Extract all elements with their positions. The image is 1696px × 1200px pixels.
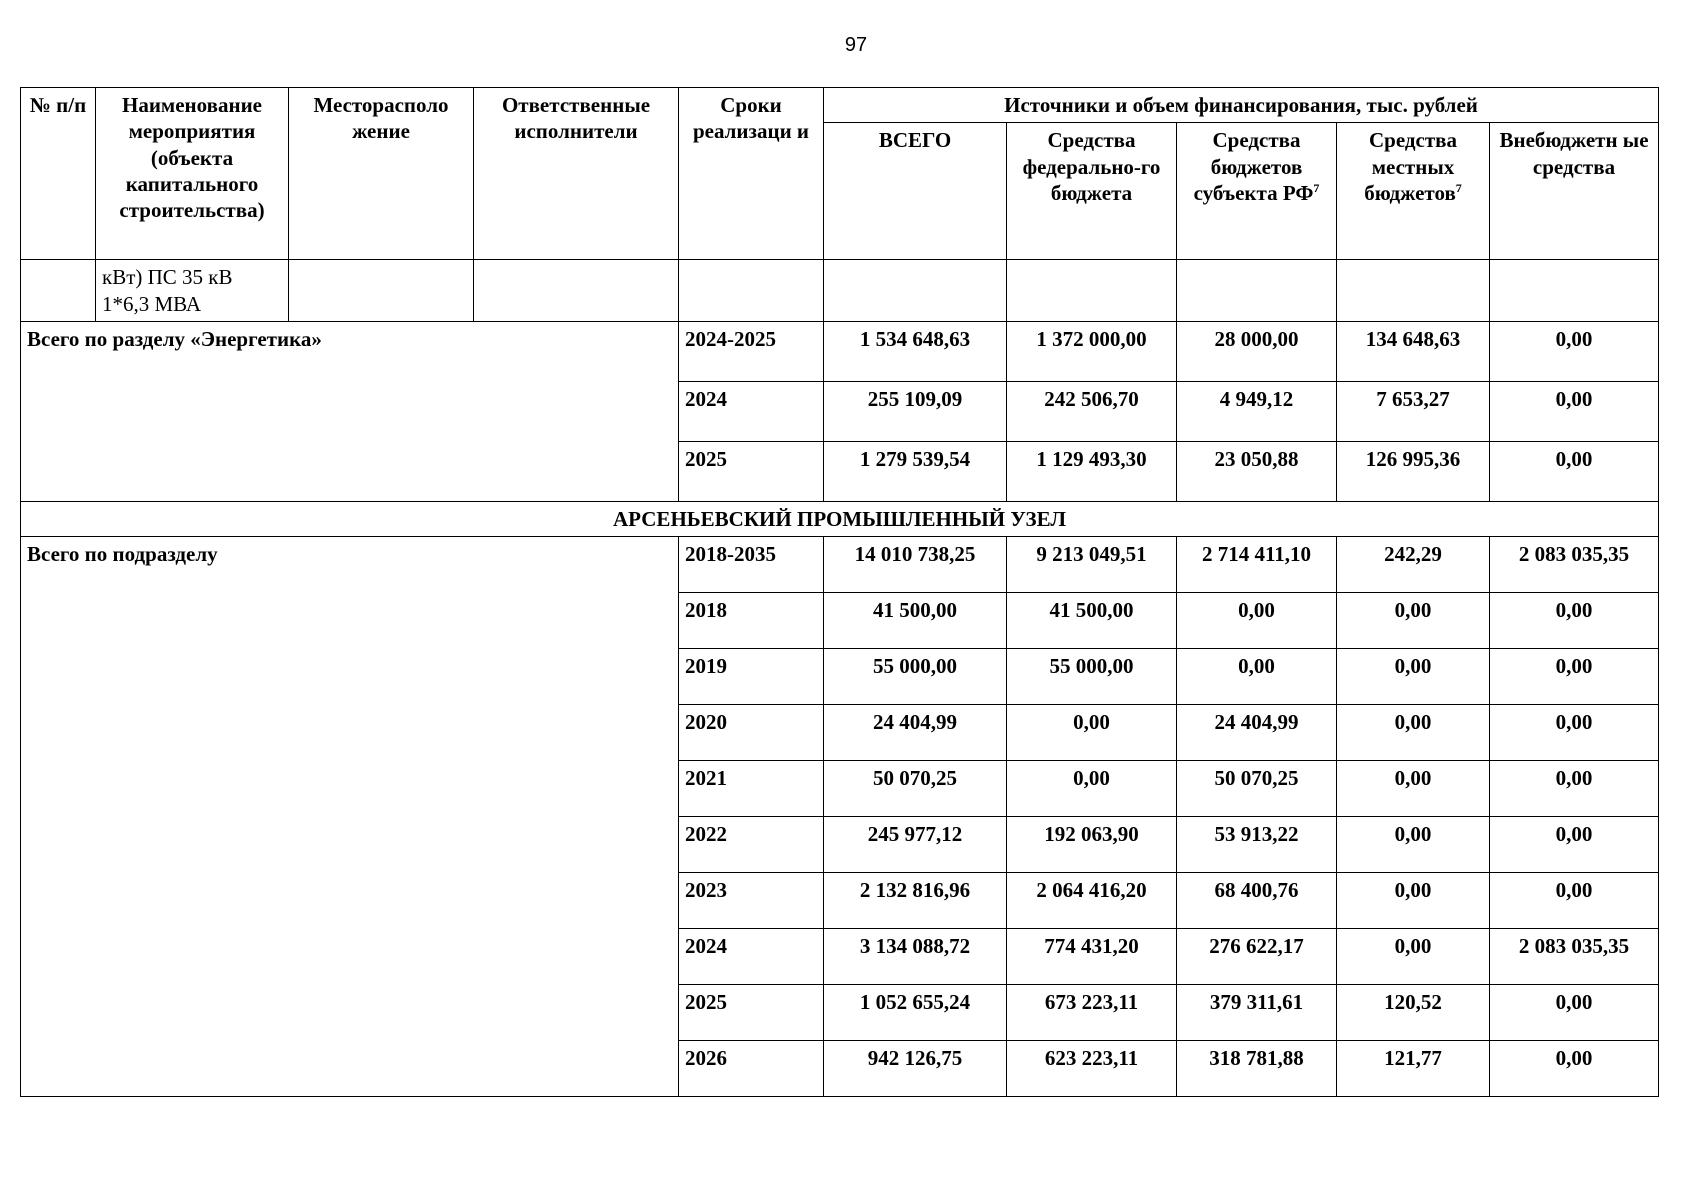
cell-total: 41 500,00: [824, 592, 1007, 648]
header-federal: Средства федерально-го бюджета: [1007, 123, 1177, 260]
cell-federal: 774 431,20: [1007, 928, 1177, 984]
energy-total-label: Всего по разделу «Энергетика»: [21, 321, 679, 501]
cell-period: 2023: [679, 872, 824, 928]
cell-period: 2024: [679, 928, 824, 984]
cell-period: 2018: [679, 592, 824, 648]
cell-federal: 2 064 416,20: [1007, 872, 1177, 928]
header-total: ВСЕГО: [824, 123, 1007, 260]
cell-local: 0,00: [1337, 816, 1490, 872]
cell-local: 126 995,36: [1337, 441, 1490, 501]
cell-federal: 0,00: [1007, 704, 1177, 760]
cell-extra: 0,00: [1490, 704, 1659, 760]
cell-total: 14 010 738,25: [824, 536, 1007, 592]
cell-extra: 0,00: [1490, 441, 1659, 501]
header-terms: Сроки реализаци и: [679, 88, 824, 260]
cell-local: 120,52: [1337, 984, 1490, 1040]
cell-subject: 53 913,22: [1177, 816, 1337, 872]
cell-subject: 23 050,88: [1177, 441, 1337, 501]
cell-total: 942 126,75: [824, 1040, 1007, 1096]
cell-period: 2018-2035: [679, 536, 824, 592]
cell-federal: 673 223,11: [1007, 984, 1177, 1040]
cell-federal: 41 500,00: [1007, 592, 1177, 648]
cell-subject: 24 404,99: [1177, 704, 1337, 760]
cell-subject: 318 781,88: [1177, 1040, 1337, 1096]
cell-total: [824, 260, 1007, 322]
footnote-mark: 7: [1313, 180, 1320, 195]
cell-federal: 1 129 493,30: [1007, 441, 1177, 501]
cell-subject: 0,00: [1177, 592, 1337, 648]
cell-period: 2021: [679, 760, 824, 816]
cell-subject: 276 622,17: [1177, 928, 1337, 984]
cell-period: 2025: [679, 984, 824, 1040]
cell-local: 7 653,27: [1337, 381, 1490, 441]
cell-subject: [1177, 260, 1337, 322]
cell-federal: 192 063,90: [1007, 816, 1177, 872]
cell-local: 0,00: [1337, 648, 1490, 704]
cell-local: 0,00: [1337, 928, 1490, 984]
header-name: Наименование мероприятия (объекта капитального строительства): [96, 88, 289, 260]
header-subject-label: Средства бюджетов субъекта РФ: [1193, 128, 1314, 205]
cell-extra: 0,00: [1490, 321, 1659, 381]
cell-local: 242,29: [1337, 536, 1490, 592]
cell-extra: 2 083 035,35: [1490, 536, 1659, 592]
cell-period: 2020: [679, 704, 824, 760]
cell-period: 2024: [679, 381, 824, 441]
header-sources: Источники и объем финансирования, тыс. рублей: [824, 88, 1659, 123]
cell-subject: 68 400,76: [1177, 872, 1337, 928]
cell-federal: 623 223,11: [1007, 1040, 1177, 1096]
header-num: № п/п: [21, 88, 96, 260]
cell-extra: 0,00: [1490, 872, 1659, 928]
cell-extra: 0,00: [1490, 984, 1659, 1040]
header-local-label: Средства местных бюджетов: [1364, 128, 1457, 205]
header-subject: [1177, 123, 1337, 260]
cell-extra: 0,00: [1490, 1040, 1659, 1096]
header-location: Месторасполо жение: [289, 88, 474, 260]
cell-extra: 0,00: [1490, 648, 1659, 704]
cell-federal: 0,00: [1007, 760, 1177, 816]
subsection-total-label: Всего по подразделу: [21, 536, 679, 1096]
cell-total: 2 132 816,96: [824, 872, 1007, 928]
financing-table: [20, 87, 1659, 1097]
cell-period: 2019: [679, 648, 824, 704]
cell-local: 0,00: [1337, 704, 1490, 760]
cell-federal: [1007, 260, 1177, 322]
cell-local: [1337, 260, 1490, 322]
cell-terms: [679, 260, 824, 322]
cell-total: 3 134 088,72: [824, 928, 1007, 984]
cell-period: 2024-2025: [679, 321, 824, 381]
cell-subject: 50 070,25: [1177, 760, 1337, 816]
section-title: АРСЕНЬЕВСКИЙ ПРОМЫШЛЕННЫЙ УЗЕЛ: [21, 501, 1659, 536]
cell-total: 50 070,25: [824, 760, 1007, 816]
page-number: 97: [844, 34, 868, 56]
cell-local: 0,00: [1337, 760, 1490, 816]
cell-total: 24 404,99: [824, 704, 1007, 760]
cell-extra: 0,00: [1490, 381, 1659, 441]
section-title-row: [21, 501, 1659, 536]
cell-local: 121,77: [1337, 1040, 1490, 1096]
cell-executors: [474, 260, 679, 322]
cell-period: 2026: [679, 1040, 824, 1096]
footnote-mark: 7: [1455, 180, 1462, 195]
cell-subject: 2 714 411,10: [1177, 536, 1337, 592]
cell-location: [289, 260, 474, 322]
cell-name: кВт) ПС 35 кВ 1*6,3 МВА: [96, 260, 289, 322]
cell-num: [21, 260, 96, 322]
continuation-row: [21, 260, 1659, 322]
cell-extra: 0,00: [1490, 592, 1659, 648]
cell-local: 0,00: [1337, 872, 1490, 928]
cell-total: 55 000,00: [824, 648, 1007, 704]
cell-period: 2025: [679, 441, 824, 501]
cell-total: 255 109,09: [824, 381, 1007, 441]
cell-local: 134 648,63: [1337, 321, 1490, 381]
cell-total: 1 279 539,54: [824, 441, 1007, 501]
cell-subject: 0,00: [1177, 648, 1337, 704]
cell-local: 0,00: [1337, 592, 1490, 648]
header-executors: Ответственные исполнители: [474, 88, 679, 260]
cell-extra: [1490, 260, 1659, 322]
cell-subject: 4 949,12: [1177, 381, 1337, 441]
cell-subject: 379 311,61: [1177, 984, 1337, 1040]
header-local: [1337, 123, 1490, 260]
cell-subject: 28 000,00: [1177, 321, 1337, 381]
cell-federal: 242 506,70: [1007, 381, 1177, 441]
header-row-1: [21, 88, 1659, 123]
energy-row: [21, 321, 1659, 381]
cell-federal: 55 000,00: [1007, 648, 1177, 704]
header-extra: Внебюджетн ые средства: [1490, 123, 1659, 260]
cell-federal: 9 213 049,51: [1007, 536, 1177, 592]
cell-total: 1 534 648,63: [824, 321, 1007, 381]
cell-total: 245 977,12: [824, 816, 1007, 872]
cell-federal: 1 372 000,00: [1007, 321, 1177, 381]
cell-total: 1 052 655,24: [824, 984, 1007, 1040]
cell-period: 2022: [679, 816, 824, 872]
cell-extra: 2 083 035,35: [1490, 928, 1659, 984]
subsection-row: [21, 536, 1659, 592]
cell-extra: 0,00: [1490, 816, 1659, 872]
cell-extra: 0,00: [1490, 760, 1659, 816]
